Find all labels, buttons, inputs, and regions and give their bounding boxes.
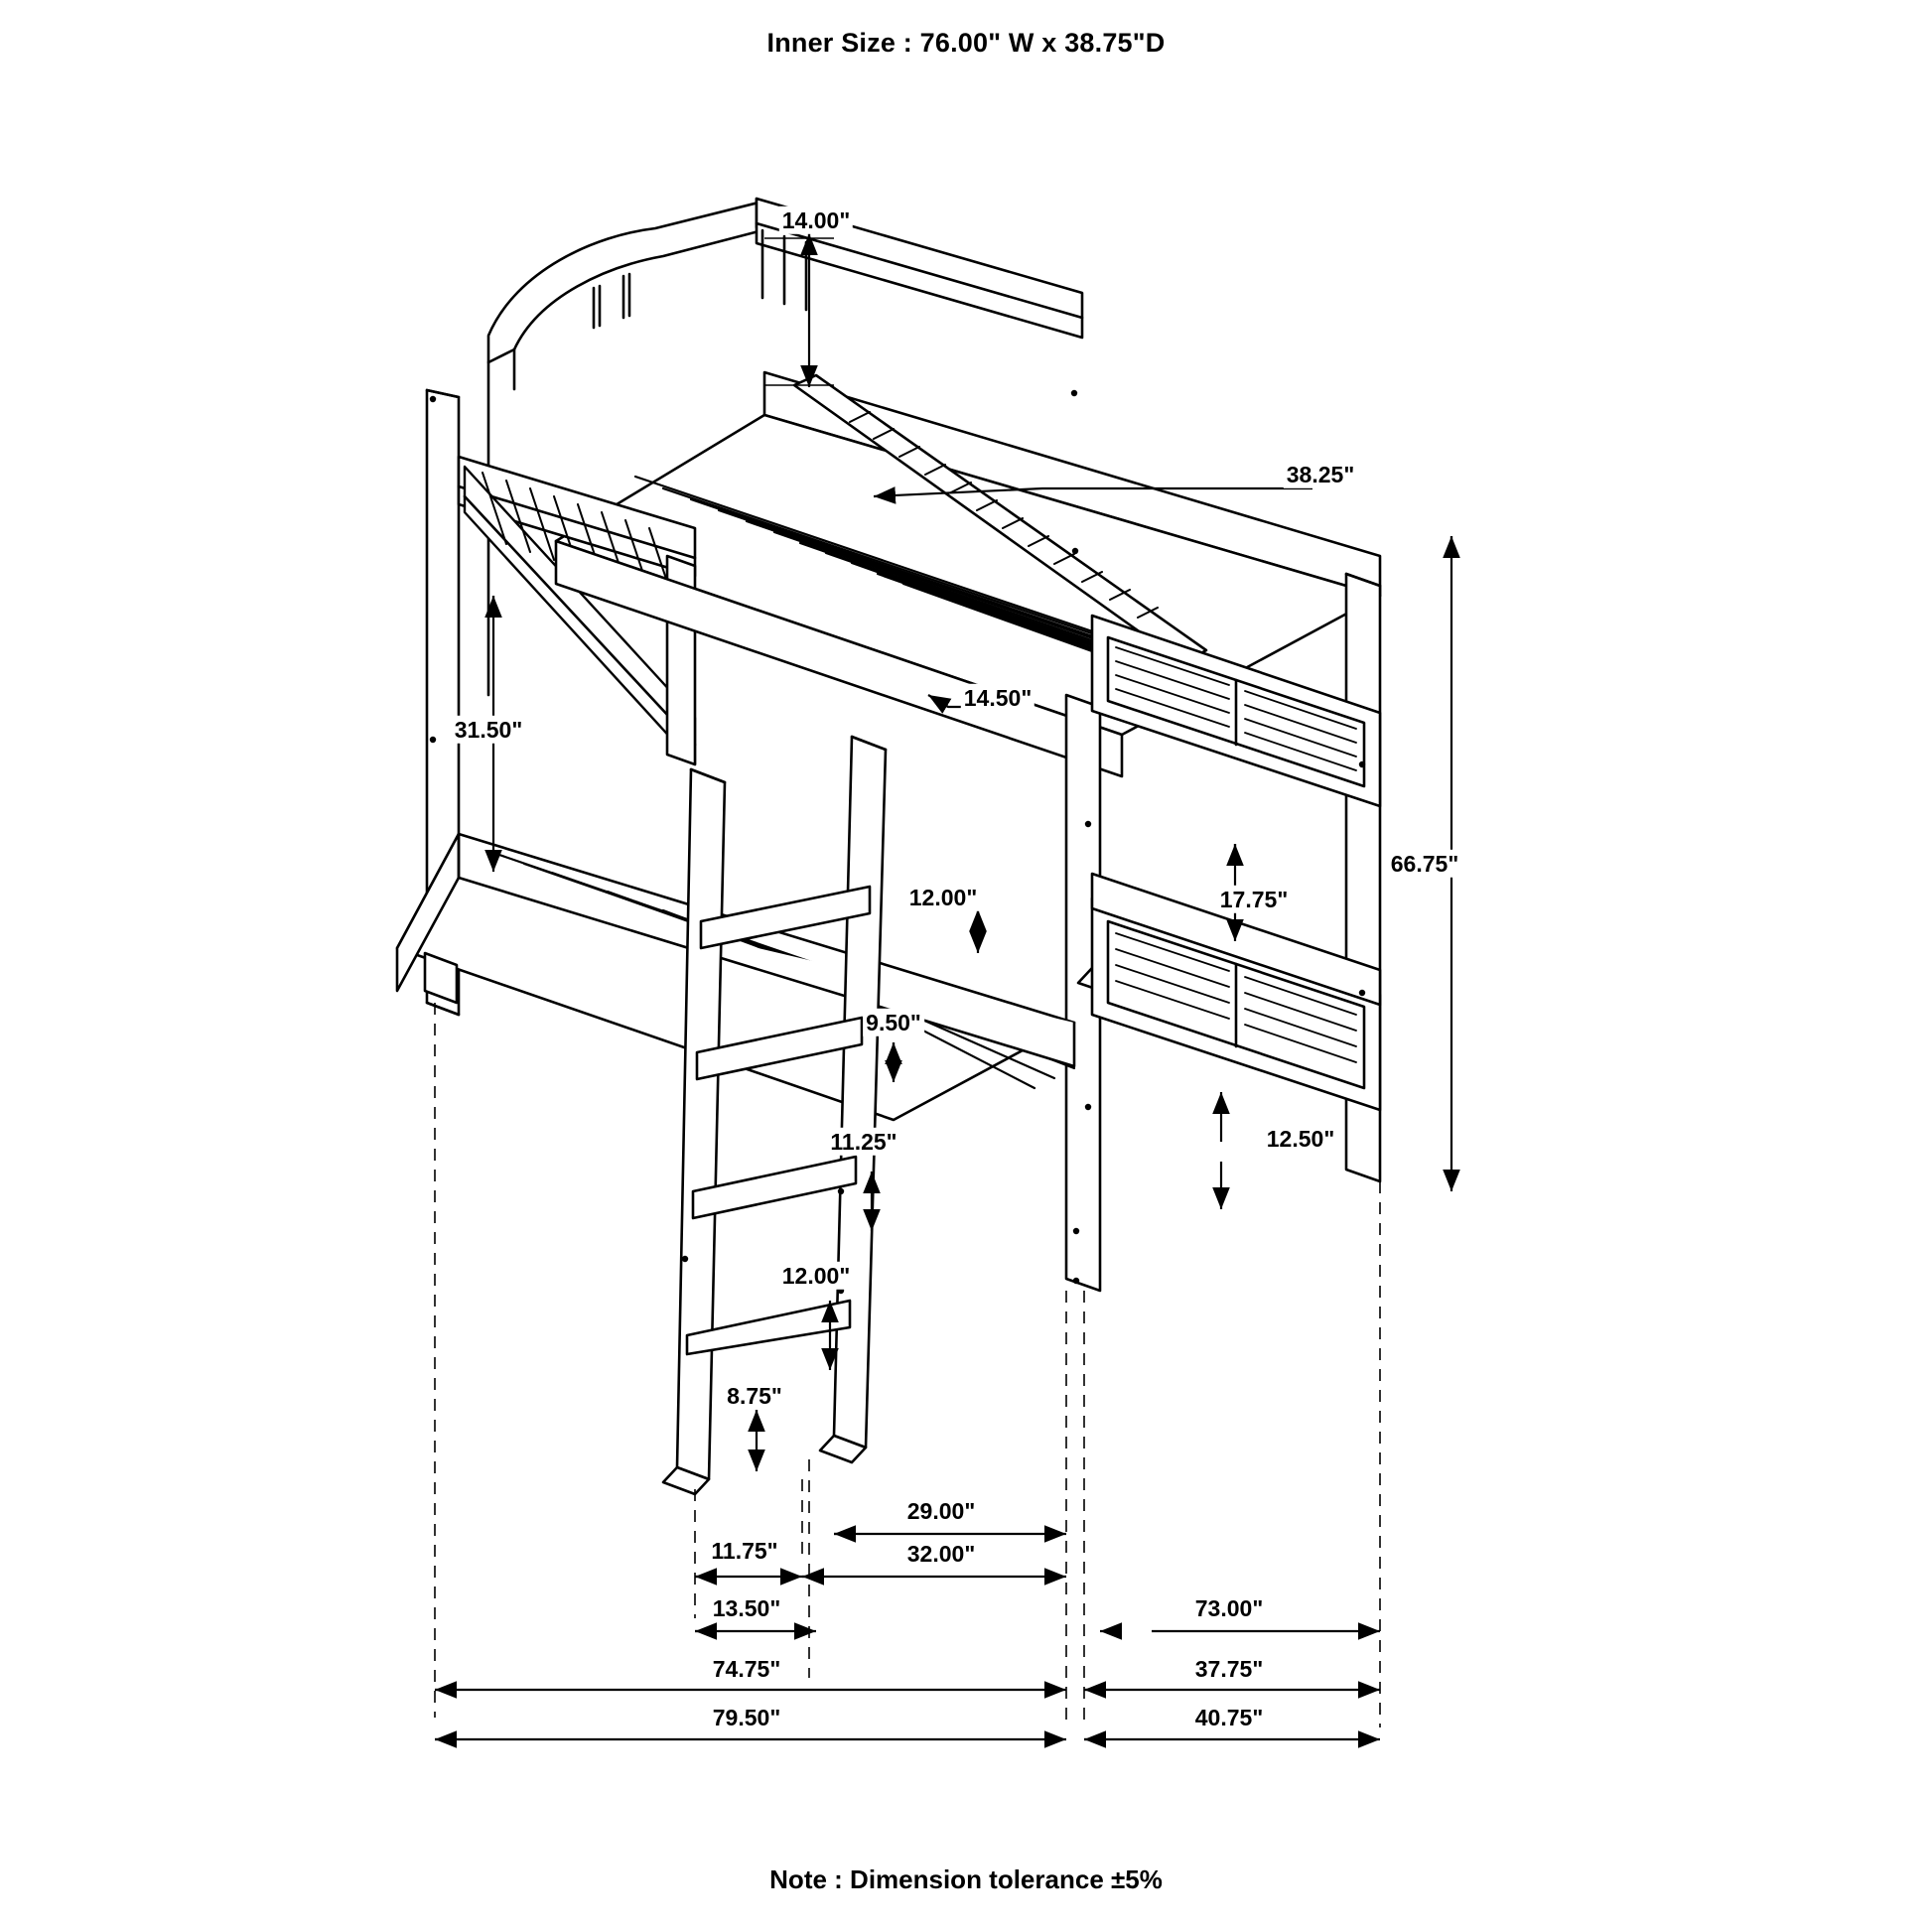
tolerance-note: Note : Dimension tolerance ±5% — [769, 1864, 1163, 1894]
dimension-label-ladder-rung-spacing-mid: 11.25" — [827, 1128, 899, 1156]
dimension-label-ladder-base-depth: 32.00" — [904, 1540, 978, 1568]
dimension-label-overall-length: 79.50" — [710, 1704, 783, 1731]
dimension-label-ladder-foot-outer: 13.50" — [710, 1594, 783, 1622]
dimension-label-ladder-rung-spacing-lower: 12.00" — [779, 1262, 853, 1290]
dimension-label-lower-clearance-to-upper-slats: 31.50" — [452, 716, 525, 744]
dimension-label-overall-height: 66.75" — [1388, 850, 1461, 878]
dimension-label-inner-length: 73.00" — [1192, 1594, 1266, 1622]
dimension-label-upper-rail-to-mattress: 14.50" — [961, 684, 1035, 712]
dimension-label-ladder-projection: 29.00" — [904, 1497, 978, 1525]
dimension-label-ladder-offset: 9.50" — [863, 1009, 924, 1036]
dimension-label-lower-guardrail-height: 17.75" — [1217, 886, 1291, 913]
dimension-label-ladder-foot-offset: 11.75" — [708, 1537, 780, 1565]
dimension-label-overall-depth: 40.75" — [1192, 1704, 1266, 1731]
dimension-label-upper-bunk-width-inner: 38.25" — [1284, 461, 1357, 488]
dimension-label-lower-bunk-floor-clearance: 12.50" — [1264, 1125, 1337, 1153]
dimension-label-bottom-rung-height: 8.75" — [724, 1382, 785, 1410]
dimension-label-ladder-rung-spacing-top: 12.00" — [906, 884, 980, 911]
dimension-label-top-guardrail-height: 14.00" — [779, 207, 853, 234]
page-title: Inner Size : 76.00" W x 38.75"D — [766, 28, 1166, 58]
dimension-label-side-depth-inner: 37.75" — [1192, 1655, 1266, 1683]
dimension-label-outer-length: 74.75" — [710, 1655, 783, 1683]
